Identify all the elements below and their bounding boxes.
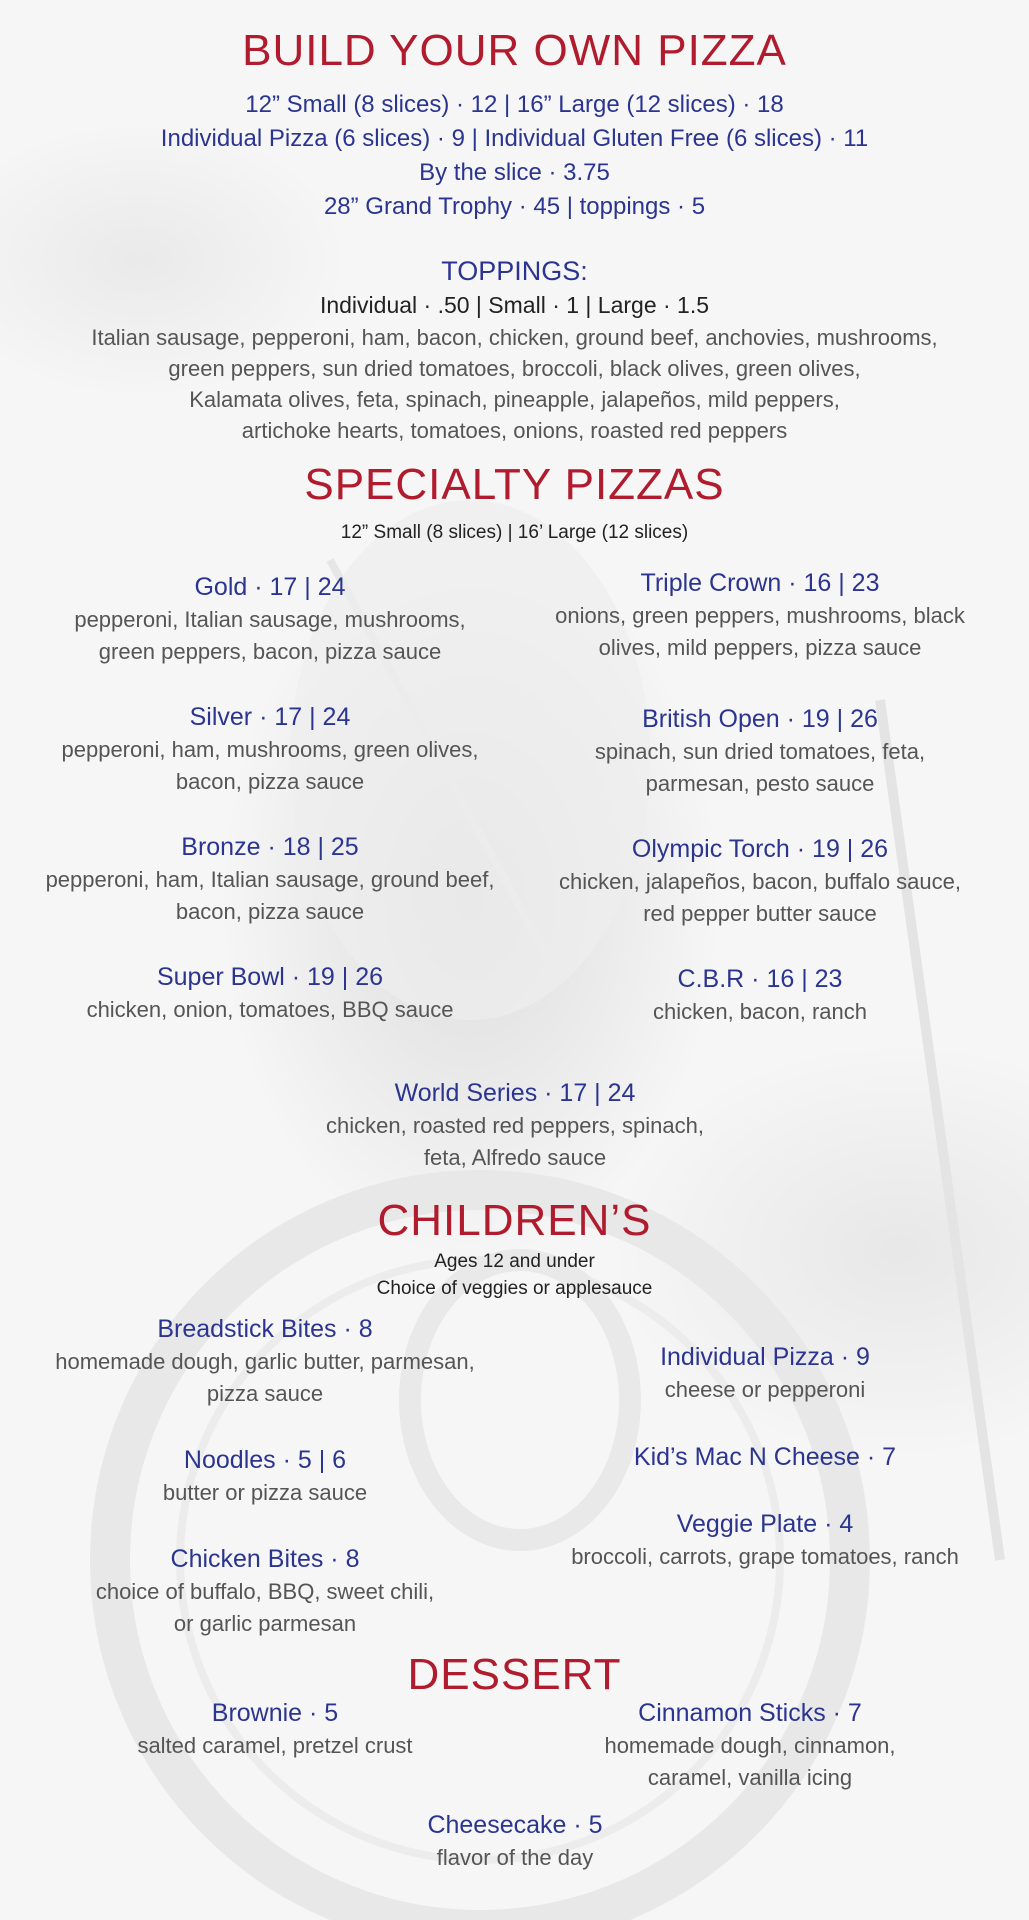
item-name: Chicken Bites · 8 — [170, 1545, 360, 1573]
menu-item-super-bowl — [20, 960, 520, 1026]
item-desc: red pepper butter sauce — [643, 901, 877, 926]
specialty-title: SPECIALTY PIZZAS — [304, 460, 725, 509]
dessert-title: DESSERT — [407, 1650, 622, 1699]
menu-item-gold — [20, 570, 520, 668]
build-pricing — [0, 88, 1029, 224]
item-desc: cheese or pepperoni — [664, 1377, 866, 1402]
menu-item-mac-n-cheese — [530, 1440, 1000, 1474]
item-name: Brownie · 5 — [211, 1699, 339, 1727]
item-desc: spinach, sun dried tomatoes, feta, — [594, 739, 926, 764]
item-desc: pepperoni, ham, Italian sausage, ground beef, — [45, 867, 495, 892]
item-desc: bacon, pizza sauce — [175, 899, 365, 924]
item-name: C.B.R · 16 | 23 — [677, 965, 843, 993]
build-line-4: 28” Grand Trophy · 45 | toppings · 5 — [323, 193, 706, 220]
build-line-3: By the slice · 3.75 — [419, 159, 610, 186]
menu-item-cbr — [530, 962, 990, 1028]
item-desc: chicken, roasted red peppers, spinach, — [326, 1113, 704, 1138]
item-desc: olives, mild peppers, pizza sauce — [598, 635, 922, 660]
item-name: Super Bowl · 19 | 26 — [156, 963, 384, 991]
toppings-list-line: green peppers, sun dried tomatoes, broccoli, black olives, green olives, — [168, 356, 861, 381]
item-desc: chicken, onion, tomatoes, BBQ sauce — [86, 997, 454, 1022]
children-title: CHILDREN’S — [377, 1196, 652, 1245]
menu-item-cinnamon-sticks — [540, 1696, 960, 1794]
menu-item-cheesecake — [300, 1808, 730, 1874]
build-title: BUILD YOUR OWN PIZZA — [242, 26, 787, 75]
toppings-list-line: Kalamata olives, feta, spinach, pineapple, jalapeños, mild peppers, — [189, 387, 840, 412]
item-desc: broccoli, carrots, grape tomatoes, ranch — [571, 1544, 959, 1569]
menu-item-noodles — [20, 1443, 510, 1509]
toppings-title: TOPPINGS: — [441, 256, 588, 286]
menu-item-silver — [20, 700, 520, 798]
item-name: Olympic Torch · 19 | 26 — [631, 835, 889, 863]
item-name: Gold · 17 | 24 — [194, 573, 346, 601]
item-desc: homemade dough, cinnamon, — [604, 1733, 896, 1758]
item-desc: choice of buffalo, BBQ, sweet chili, — [95, 1579, 435, 1604]
item-desc: salted caramel, pretzel crust — [137, 1733, 413, 1758]
item-desc: pizza sauce — [206, 1381, 324, 1406]
children-notes — [0, 1248, 1029, 1302]
item-desc: parmesan, pesto sauce — [645, 771, 875, 796]
item-name: Cinnamon Sticks · 7 — [638, 1699, 862, 1727]
item-name: British Open · 19 | 26 — [642, 705, 878, 733]
build-line-1: 12” Small (8 slices) · 12 | 16” Large (12 slices) · 18 — [245, 91, 784, 118]
menu-item-brownie — [60, 1696, 490, 1762]
item-desc: butter or pizza sauce — [162, 1480, 368, 1505]
item-name: Silver · 17 | 24 — [189, 703, 351, 731]
item-name: Noodles · 5 | 6 — [183, 1446, 347, 1474]
specialty-subtitle: 12” Small (8 slices) | 16’ Large (12 slices) — [340, 522, 689, 543]
item-name: Veggie Plate · 4 — [676, 1510, 854, 1538]
menu-item-chicken-bites — [20, 1542, 510, 1640]
toppings-prices: Individual · .50 | Small · 1 | Large · 1.5 — [319, 292, 710, 318]
menu-item-breadstick-bites — [20, 1312, 510, 1410]
item-desc: or garlic parmesan — [173, 1611, 357, 1636]
menu-item-individual-pizza — [530, 1340, 1000, 1406]
item-desc: green peppers, bacon, pizza sauce — [98, 639, 442, 664]
item-desc: homemade dough, garlic butter, parmesan, — [55, 1349, 475, 1374]
menu-item-world-series — [255, 1076, 775, 1174]
item-desc: chicken, jalapeños, bacon, buffalo sauce, — [559, 869, 961, 894]
menu-item-triple-crown — [530, 566, 990, 664]
children-note-age: Ages 12 and under — [434, 1251, 595, 1272]
item-desc: pepperoni, ham, mushrooms, green olives, — [61, 737, 479, 762]
item-name: Breadstick Bites · 8 — [157, 1315, 373, 1343]
item-name: Triple Crown · 16 | 23 — [640, 569, 880, 597]
item-name: World Series · 17 | 24 — [394, 1079, 636, 1107]
toppings-list-line: artichoke hearts, tomatoes, onions, roasted red peppers — [241, 418, 788, 443]
item-desc: onions, green peppers, mushrooms, black — [555, 603, 965, 628]
item-desc: chicken, bacon, ranch — [652, 999, 868, 1024]
menu-item-bronze — [20, 830, 520, 928]
item-desc: flavor of the day — [436, 1845, 594, 1870]
item-desc: pepperoni, Italian sausage, mushrooms, — [74, 607, 466, 632]
item-name: Individual Pizza · 9 — [660, 1343, 870, 1371]
menu-item-british-open — [530, 702, 990, 800]
item-name: Kid’s Mac N Cheese · 7 — [633, 1443, 897, 1471]
menu-item-veggie-plate — [530, 1507, 1000, 1573]
item-desc: bacon, pizza sauce — [175, 769, 365, 794]
children-note-sides: Choice of veggies or applesauce — [376, 1278, 653, 1299]
build-line-2: Individual Pizza (6 slices) · 9 | Individual Gluten Free (6 slices) · 11 — [160, 125, 869, 152]
item-desc: feta, Alfredo sauce — [423, 1145, 607, 1170]
toppings-list-line: Italian sausage, pepperoni, ham, bacon, chicken, ground beef, anchovies, mushrooms, — [91, 325, 938, 350]
item-desc: caramel, vanilla icing — [647, 1765, 853, 1790]
menu-item-olympic-torch — [530, 832, 990, 930]
toppings-list — [0, 322, 1029, 446]
item-name: Cheesecake · 5 — [427, 1811, 603, 1839]
item-name: Bronze · 18 | 25 — [181, 833, 359, 861]
